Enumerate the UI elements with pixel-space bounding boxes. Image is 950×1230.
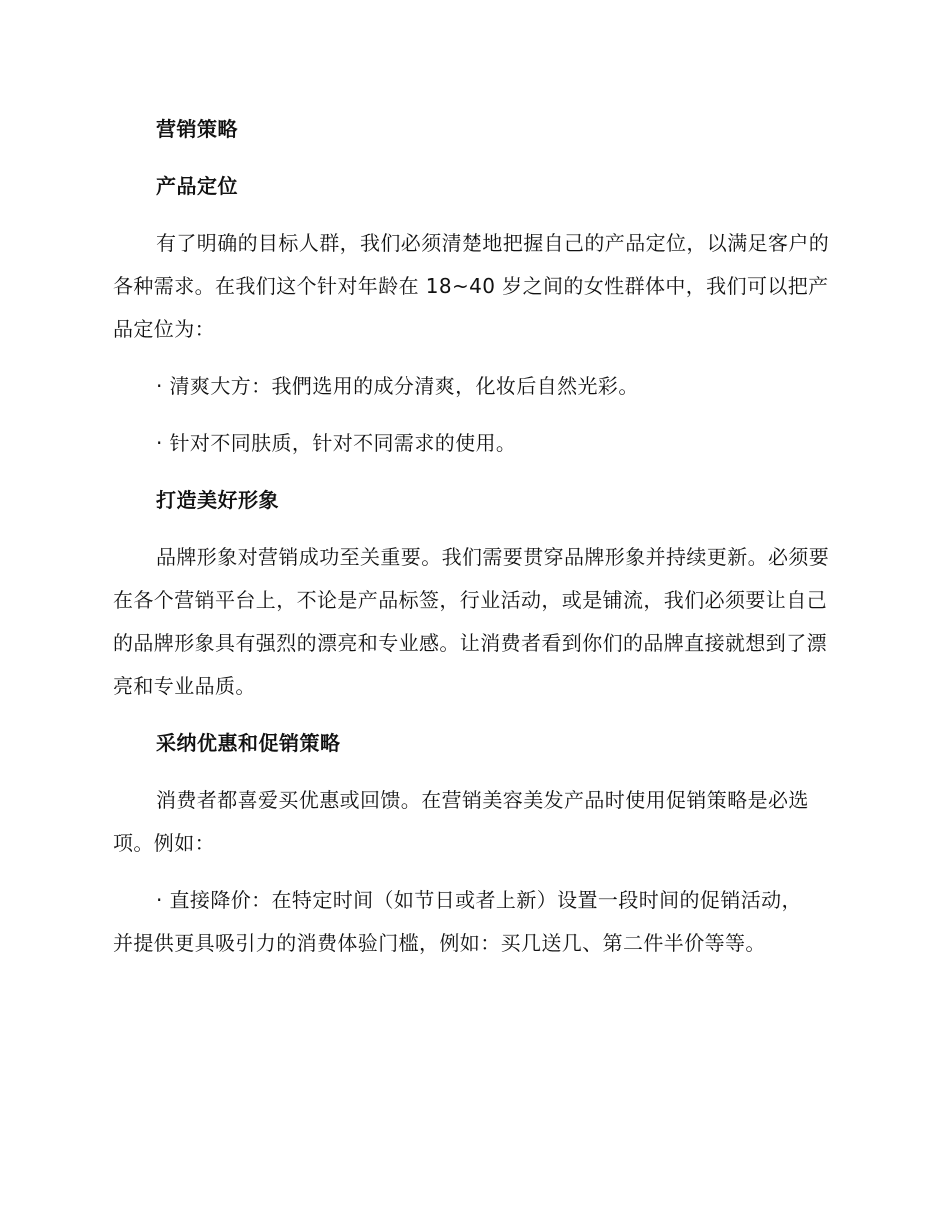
- bullet-item-price-cut: · 直接降价：在特定时间（如节日或者上新）设置一段时间的促销活动，并提供更具吸引力的消费体验门槛，例如：买几送几、第二件半价等等。: [113, 888, 802, 955]
- section-heading-brand-image: 打造美好形象: [156, 488, 279, 512]
- document-body: [113, 108, 837, 979]
- section-heading-promotions: 采纳优惠和促销策略: [156, 731, 341, 755]
- bullet-item-skin-types: · 针对不同肤质，针对不同需求的使用。: [156, 431, 517, 455]
- bullet-item-fresh: · 清爽大方：我們选用的成分清爽，化妆后自然光彩。: [156, 374, 639, 398]
- section-heading-product-positioning: 产品定位: [156, 174, 238, 198]
- paragraph-product-positioning: 有了明确的目标人群，我们必须清楚地把握自己的产品定位，以满足客户的各种需求。在我们这个针对年龄在 18~40 岁之间的女性群体中，我们可以把产品定位为：: [113, 231, 830, 341]
- paragraph-brand-image: 品牌形象对营销成功至关重要。我们需要贯穿品牌形象并持续更新。必须要在各个营销平台上，不论是产品标签，行业活动，或是铺流，我们必须要让自己的品牌形象具有强烈的漂亮和专业感。让消费者看到你们的品牌直接就想到了漂亮和专业品质。: [113, 545, 830, 698]
- section-heading-marketing-strategy: 营销策略: [156, 117, 238, 141]
- paragraph-promotions: 消费者都喜爱买优惠或回馈。在营销美容美发产品时使用促销策略是必选项。例如：: [113, 788, 809, 855]
